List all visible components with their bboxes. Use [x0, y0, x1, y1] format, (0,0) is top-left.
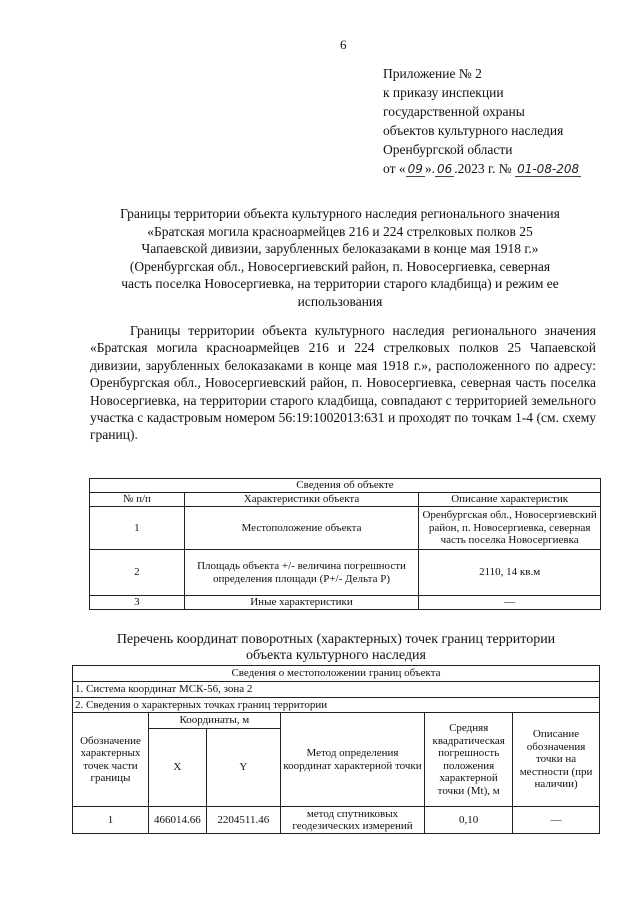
- table-caption: Сведения о местоположении границ объекта: [73, 666, 600, 682]
- cell-y: 2204511.46: [206, 807, 280, 834]
- cell-description: —: [419, 596, 601, 610]
- cell-description: —: [513, 807, 600, 834]
- coord-title-line: Перечень координат поворотных (характерных) точек границ территории: [116, 632, 556, 647]
- column-header: Описание характеристик: [419, 493, 601, 507]
- cell-error: 0,10: [425, 807, 513, 834]
- page-number: 6: [340, 37, 347, 52]
- cell-number: 1: [90, 507, 185, 550]
- title-line: Границы территории объекта культурного наследия регионального значения: [120, 206, 560, 221]
- order-number: 01-08-208: [517, 162, 580, 176]
- points-section-row: 2. Сведения о характерных точках границ территории: [73, 698, 600, 713]
- cell-x: 466014.66: [148, 807, 206, 834]
- coordinates-table: [72, 665, 600, 834]
- cell-description: Оренбургская обл., Новосергиевский район, п. Новосергиевка, северная часть поселка Новосергиевка: [419, 507, 601, 550]
- table-caption: Сведения об объекте: [90, 479, 601, 493]
- header-point-designation: Обозначение характерных точек части границы: [73, 713, 149, 807]
- header-coordinates: Координаты, м: [148, 713, 280, 729]
- paragraph-text: Границы территории объекта культурного наследия регионального значения «Братская могила красноармейцев 216 и 224 стрелковых полков 25 Чапаевской дивизии, зарубленных белоказаками в конце мая 1918 г.», расположенного по адресу: Оренбургская обл., Новосергиевский район, п. Новосергиевка, северная часть поселка Новосергиевка, на территории старого кладбища, совпадают с территорией земельного участка с кадастровым номером 56:19:1002013:631 и проходят по точкам 1-4 (см. схему границ).: [90, 323, 596, 443]
- column-header: Характеристики объекта: [184, 493, 419, 507]
- cell-characteristic: Местоположение объекта: [184, 507, 419, 550]
- cell-number: 2: [90, 550, 185, 596]
- coordinate-system-row: 1. Система координат МСК-56, зона 2: [73, 682, 600, 698]
- body-paragraph: [90, 322, 596, 444]
- column-header: № п/п: [90, 493, 185, 507]
- cell-characteristic: Площадь объекта +/- величина погрешности определения площади (P+/- Дельта P): [184, 550, 419, 596]
- header-error: Средняя квадратическая погрешность положения характерной точки (Mt), м: [425, 713, 513, 807]
- title-line: «Братская могила красноармейцев 216 и 224 стрелковых полков 25: [147, 223, 533, 239]
- table-row: [90, 507, 601, 550]
- object-info-table: [89, 478, 601, 610]
- appendix-line: объектов культурного наследия: [383, 123, 564, 138]
- date-day: 09: [407, 162, 423, 176]
- cell-characteristic: Иные характеристики: [184, 596, 419, 610]
- title-line: (Оренбургская обл., Новосергиевский район, п. Новосергиевка, северная: [129, 258, 551, 274]
- appendix-line: Оренбургской области: [383, 142, 513, 157]
- header-x: X: [148, 729, 206, 807]
- title-line: часть поселка Новосергиевка, на территории старого кладбища) и режим ее: [121, 276, 559, 291]
- appendix-line: к приказу инспекции: [383, 85, 504, 100]
- table-row: [90, 596, 601, 610]
- title-line: Чапаевской дивизии, зарубленных белоказаками в конце мая 1918 г.»: [141, 241, 539, 256]
- header-point-description: Описание обозначения точки на местности (при наличии): [513, 713, 600, 807]
- table-row: [90, 550, 601, 596]
- date-prefix: от «: [383, 161, 406, 176]
- document-title: [80, 205, 600, 310]
- cell-number: 3: [90, 596, 185, 610]
- table-row: [73, 807, 600, 834]
- appendix-date-line: [383, 159, 581, 179]
- cell-description: 2110, 14 кв.м: [419, 550, 601, 596]
- date-month: 06: [437, 162, 453, 176]
- coordinates-title: [72, 632, 600, 664]
- title-line: использования: [297, 293, 383, 309]
- coord-title-line: объекта культурного наследия: [246, 648, 426, 663]
- date-mid: ».: [424, 161, 436, 176]
- date-year: .2023 г. №: [454, 161, 512, 176]
- appendix-line: Приложение № 2: [383, 66, 482, 81]
- appendix-line: государственной охраны: [383, 104, 525, 119]
- cell-point: 1: [73, 807, 149, 834]
- appendix-header: [383, 64, 581, 179]
- header-method: Метод определения координат характерной точки: [280, 713, 424, 807]
- cell-method: метод спутниковых геодезических измерений: [280, 807, 424, 834]
- header-y: Y: [206, 729, 280, 807]
